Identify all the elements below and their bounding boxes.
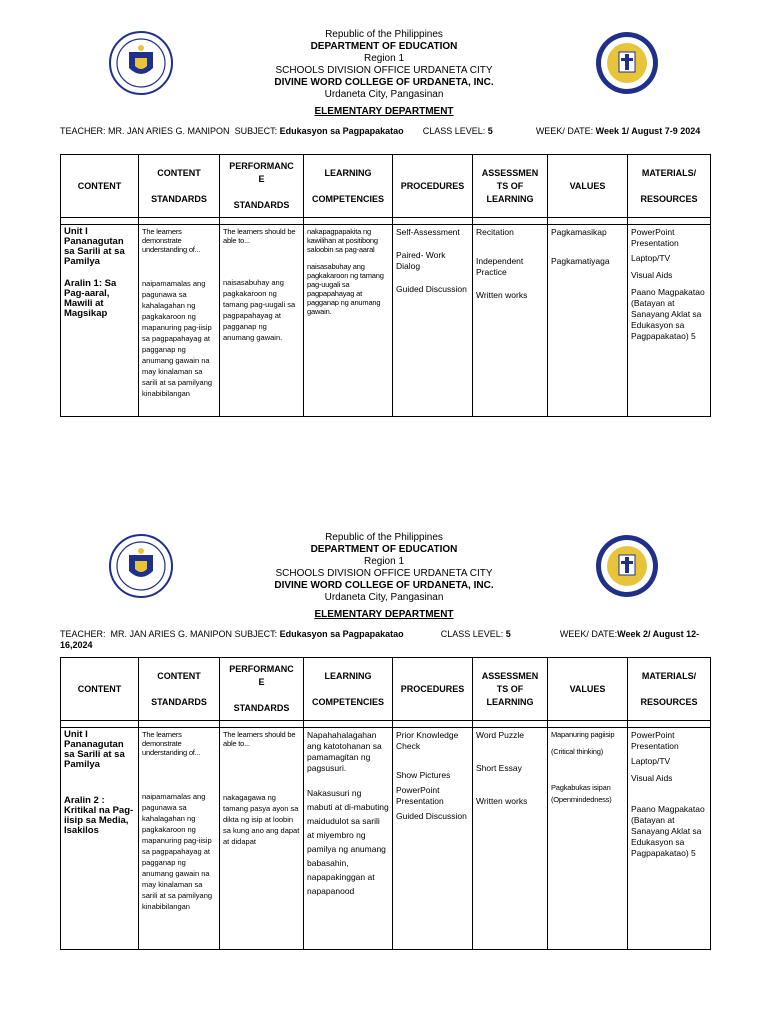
content-cell [61,225,139,417]
procedures-cell: Self-Assessment Paired- Work Dialog Guided Discussion [393,225,473,417]
spacer-row [61,721,711,728]
col-values: VALUES [548,658,628,721]
performance-standards-cell: The learners should be able to... nakagagawa ng tamang pasya ayon sa dikta ng isip at loobin sa kung ano ang dapat at didapat [220,728,304,950]
header-region: Region 1 [363,53,405,64]
assessments-cell: Recitation Independent Practice Written works [473,225,548,417]
lesson-title: Aralin 2 : Kritikal na Pag-iisip sa Media, Isakilos [64,795,134,836]
header-republic: Republic of the Philippines [325,29,443,40]
school-header [0,29,768,101]
header-college: DIVINE WORD COLLEGE OF URDANETA, INC. [274,77,494,88]
header-city: Urdaneta City, Pangasinan [324,89,444,100]
subject-name: Edukasyon sa Pagpapakatao [279,629,404,639]
table-header-row [61,658,711,721]
table-row [61,728,711,950]
col-assessments: ASSESSMEN TS OF LEARNING [473,658,548,721]
subject-name: Edukasyon sa Pagpapakatao [279,126,404,136]
competencies-cell: Napahahalagahan ang katotohanan sa pamamagitan ng pagsusuri. Nakasusuri ng mabuti at di-mabuting maidudulot sa sarili at miyembro ng pamilya ng anumang babasahin, napapakinggan at napapanood [304,728,393,950]
values-cell: Mapanuring pagiisip (Critical thinking) Pagkabukas isipan (Openmindedness) [548,728,628,950]
col-procedures: PROCEDURES [393,658,473,721]
col-assessments: ASSESSMEN TS OF LEARNING [473,155,548,218]
col-procedures: PROCEDURES [393,155,473,218]
class-level: 5 [505,629,511,639]
school-header: Republic of the Philippines DEPARTMENT OF EDUCATION Region 1 SCHOOLS DIVISION OFFICE URDANETA CITY DIVINE WORD COLLEGE OF URDANETA, INC. Urdaneta City, Pangasinan [274,532,494,603]
values-cell: Pagkamasikap Pagkamatiyaga [548,225,628,417]
teacher-info-line: TEACHER: MR. JAN ARIES G. MANIPON SUBJECT: Edukasyon sa Pagpapakatao CLASS LEVEL: 5 WEEK/ DATE: Week 1/ August 7-9 2024 [60,126,701,136]
table-row [61,225,711,417]
department-title: ELEMENTARY DEPARTMENT [314,609,454,620]
col-materials: MATERIALS/ RESOURCES [628,658,711,721]
table-header-row [61,155,711,218]
lesson-title: Aralin 1: Sa Pag-aaral, Mawili at Magsikap [64,278,117,319]
col-learning-competencies: LEARNING COMPETENCIES [304,155,393,218]
lesson-plan-table [60,154,711,417]
performance-standards-cell: The learners should be able to... naisasabuhay ang pagkakaroon ng tamang pag-uugali sa pagpapahayag at pagganap ng anumang gawain. [220,225,304,417]
teacher-name: MR. JAN ARIES G. MANIPON [108,126,230,136]
competencies-cell: nakapagpapakita ng kawilihan at positibong saloobin sa pag-aaral naisasabuhay ang pagkakaroon ng tamang pag-uugali sa pagpapahayag at pagganap ng anumang gawain. [304,225,393,417]
col-performance-standards: PERFORMANC E STANDARDS [220,155,304,218]
col-values: VALUES [548,155,628,218]
unit-title: Unit I Pananagutan sa Sarili at sa Pamilya [64,729,125,770]
spacer-row [61,218,711,225]
lesson-plan-table [60,657,711,950]
header-division: SCHOOLS DIVISION OFFICE URDANETA CITY [275,65,493,76]
content-standards-cell: The learners demonstrate understanding of... naipamamalas ang pagunawa sa kahalagahan ng pagkakaroon ng mapanuring pag-iisip sa pagpapahayag at pagganap ng anumang gawain na may kinalaman sa sarili at sa pamilyang kinabibilangan [139,728,220,950]
col-content-standards: CONTENT STANDARDS [139,658,220,721]
unit-title: Unit I Pananagutan sa Sarili at sa Pamilya [64,226,125,267]
department-title: ELEMENTARY DEPARTMENT [314,106,454,117]
assessments-cell: Word Puzzle Short Essay Written works [473,728,548,950]
col-content-standards: CONTENT STANDARDS [139,155,220,218]
week-date: Week 2/ August 12-16,2024 [60,629,700,650]
col-content: CONTENT [61,155,139,218]
col-performance-standards: PERFORMANC E STANDARDS [220,658,304,721]
materials-cell: PowerPoint Presentation Laptop/TV Visual Aids Paano Magpakatao (Batayan at Sanayang Aklat sa Edukasyon sa Pagpapakatao) 5 [628,225,711,417]
materials-cell: PowerPoint Presentation Laptop/TV Visual Aids Paano Magpakatao (Batayan at Sanayang Aklat sa Edukasyon sa Pagpapakatao) 5 [628,728,711,950]
col-learning-competencies: LEARNING COMPETENCIES [304,658,393,721]
col-content: CONTENT [61,658,139,721]
col-materials: MATERIALS/ RESOURCES [628,155,711,218]
content-standards-cell: The learners demonstrate understanding of... naipamamalas ang pagunawa sa kahalagahan ng pagkakaroon ng mapanuring pag-iisip sa pagpapahayag at pagganap ng anumang gawain na may kinalaman sa sarili at sa pamilyang kinabibilangan [139,225,220,417]
class-level: 5 [487,126,493,136]
content-cell [61,728,139,950]
week-date: Week 1/ August 7-9 2024 [595,126,701,136]
teacher-info-line: TEACHER: MR. JAN ARIES G. MANIPON SUBJECT: Edukasyon sa Pagpapakatao CLASS LEVEL: 5 WEEK/ DATE:Week 2/ August 12-16,2024 [60,629,700,650]
procedures-cell: Prior Knowledge Check Show Pictures PowerPoint Presentation Guided Discussion [393,728,473,950]
teacher-name: MR. JAN ARIES G. MANIPON [110,629,233,639]
header-department: DEPARTMENT OF EDUCATION [310,41,458,52]
